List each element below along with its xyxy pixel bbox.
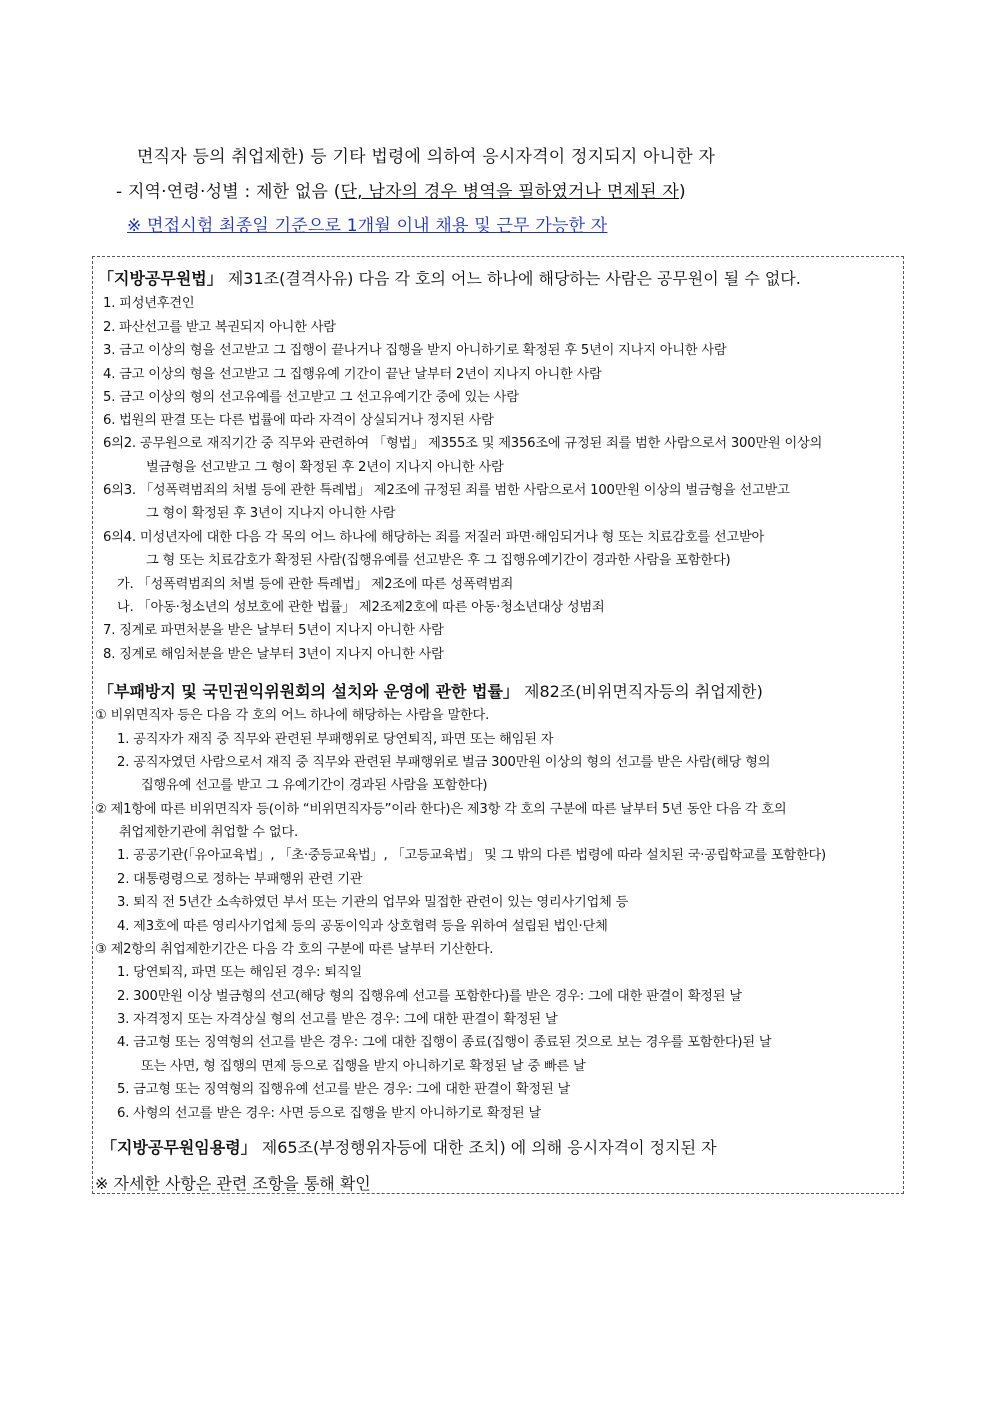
list-item: 6. 법원의 판결 또는 다른 법률에 따라 자격이 상실되거나 정지된 사람 [103, 413, 494, 428]
section1-law: 「지방공무원법」 [98, 269, 223, 288]
list-item: 취업제한기관에 취업할 수 없다. [119, 825, 298, 840]
eligibility-restrictions-box [92, 256, 904, 1194]
list-item: 4. 금고 이상의 형을 선고받고 그 집행유예 기간이 끝난 날부터 2년이 지나지 아니한 사람 [103, 367, 602, 382]
list-item: 7. 징계로 파면처분을 받은 날부터 5년이 지나지 아니한 사람 [103, 623, 444, 638]
intro-line-2 [116, 177, 686, 202]
list-item: 벌금형을 선고받고 그 형이 확정된 후 2년이 지나지 아니한 사람 [146, 460, 504, 475]
list-item: 1. 공공기관(「유아교육법」, 「초·중등교육법」, 「고등교육법」 및 그 밖의 다른 법령에 따라 설치된 국·공립학교를 포함한다) [117, 848, 826, 863]
list-item: 3. 자격정지 또는 자격상실 형의 선고를 받은 경우: 그에 대한 판결이 확정된 날 [117, 1012, 558, 1027]
section1-heading [98, 266, 801, 289]
list-item: 나. 「아동·청소년의 성보호에 관한 법률」 제2조제2호에 따른 아동·청소년대상 성범죄 [117, 600, 605, 615]
intro-line-2-underlined: 단, 남자의 경우 병역을 필하였거나 면제된 자 [340, 182, 679, 202]
list-item: 6의4. 미성년자에 대한 다음 각 목의 어느 하나에 해당하는 죄를 저질러 파면·해임되거나 형 또는 치료감호를 선고받아 [103, 530, 765, 545]
section2-title: 제82조(비위면직자등의 취업제한) [518, 682, 763, 701]
section1-title: 제31조(결격사유) 다음 각 호의 어느 하나에 해당하는 사람은 공무원이 될 수 없다. [222, 269, 801, 288]
intro-line-1: 면직자 등의 취업제한) 등 기타 법령에 의하여 응시자격이 정지되지 아니한 자 [137, 147, 716, 167]
list-item: 2. 300만원 이상 벌금형의 선고(해당 형의 집행유예 선고를 포함한다)를 받은 경우: 그에 대한 판결이 확정된 날 [117, 989, 742, 1004]
footnote: ※ 자세한 사항은 관련 조항을 통해 확인 [95, 1174, 371, 1193]
list-item: ② 제1항에 따른 비위면직자 등(이하 “비위면직자등”이라 한다)은 제3항 각 호의 구분에 따른 날부터 5년 동안 다음 각 호의 [95, 802, 787, 817]
intro-notice: ※ 면접시험 최종일 기준으로 1개월 이내 채용 및 근무 가능한 자 [127, 216, 608, 236]
list-item: 또는 사면, 형 집행의 면제 등으로 집행을 받지 아니하기로 확정된 날 중 빠른 날 [141, 1059, 586, 1074]
list-item: 3. 퇴직 전 5년간 소속하였던 부서 또는 기관의 업무와 밀접한 관련이 있는 영리사기업체 등 [117, 895, 629, 910]
list-item: 1. 당연퇴직, 파면 또는 해임된 경우: 퇴직일 [117, 965, 362, 980]
list-item: 가. 「성폭력범죄의 처벌 등에 관한 특례법」 제2조에 따른 성폭력범죄 [117, 577, 514, 592]
list-item: 집행유예 선고를 받고 그 유예기간이 경과된 사람을 포함한다) [141, 778, 488, 793]
list-item: 1. 피성년후견인 [103, 296, 195, 311]
intro-line-2-prefix: - 지역·연령·성별 : 제한 없음 ( [116, 182, 341, 202]
list-item: 그 형 또는 치료감호가 확정된 사람(집행유예를 선고받은 후 그 집행유예기간이 경과한 사람을 포함한다) [146, 553, 731, 568]
list-item: ① 비위면직자 등은 다음 각 호의 어느 하나에 해당하는 사람을 말한다. [95, 708, 490, 723]
section3-law: 「지방공무원임용령」 [101, 1138, 257, 1157]
section3-heading [101, 1135, 717, 1158]
list-item: 2. 파산선고를 받고 복권되지 아니한 사람 [103, 320, 336, 335]
list-item: 6. 사형의 선고를 받은 경우: 사면 등으로 집행을 받지 아니하기로 확정된 날 [117, 1106, 541, 1121]
list-item: 1. 공직자가 재직 중 직무와 관련된 부패행위로 당연퇴직, 파면 또는 해임된 자 [117, 732, 554, 747]
list-item: 6의3. 「성폭력범죄의 처벌 등에 관한 특례법」 제2조에 규정된 죄를 범한 사람으로서 100만원 이상의 벌금형을 선고받고 [103, 483, 790, 498]
list-item: 3. 금고 이상의 형을 선고받고 그 집행이 끝나거나 집행을 받지 아니하기로 확정된 후 5년이 지나지 아니한 사람 [103, 343, 727, 358]
intro-line-2-suffix: ) [678, 182, 686, 202]
list-item: 그 형이 확정된 후 3년이 지나지 아니한 사람 [146, 506, 396, 521]
list-item: 5. 금고형 또는 징역형의 집행유예 선고를 받은 경우: 그에 대한 판결이 확정된 날 [117, 1082, 571, 1097]
list-item: 2. 공직자였던 사람으로서 재직 중 직무와 관련된 부패행위로 벌금 300만원 이상의 형의 선고를 받은 사람(해당 형의 [117, 755, 771, 770]
list-item: 8. 징계로 해임처분을 받은 날부터 3년이 지나지 아니한 사람 [103, 647, 444, 662]
list-item: ③ 제2항의 취업제한기간은 다음 각 호의 구분에 따른 날부터 기산한다. [95, 942, 494, 957]
list-item: 4. 금고형 또는 징역형의 선고를 받은 경우: 그에 대한 집행이 종료(집행이 종료된 것으로 보는 경우를 포함한다)된 날 [117, 1035, 772, 1050]
list-item: 2. 대통령령으로 정하는 부패행위 관련 기관 [117, 872, 363, 887]
list-item: 4. 제3호에 따른 영리사기업체 등의 공동이익과 상호협력 등을 위하여 설립된 법인·단체 [117, 919, 608, 934]
section3-title: 제65조(부정행위자등에 대한 조치) 에 의해 응시자격이 정지된 자 [256, 1138, 717, 1157]
section2-law: 「부패방지 및 국민권익위원회의 설치와 운영에 관한 법률」 [98, 682, 519, 701]
list-item: 5. 금고 이상의 형의 선고유예를 선고받고 그 선고유예기간 중에 있는 사람 [103, 390, 519, 405]
list-item: 6의2. 공무원으로 재직기간 중 직무와 관련하여 「형법」 제355조 및 제356조에 규정된 죄를 범한 사람으로서 300만원 이상의 [103, 436, 823, 451]
section2-heading [98, 679, 763, 702]
